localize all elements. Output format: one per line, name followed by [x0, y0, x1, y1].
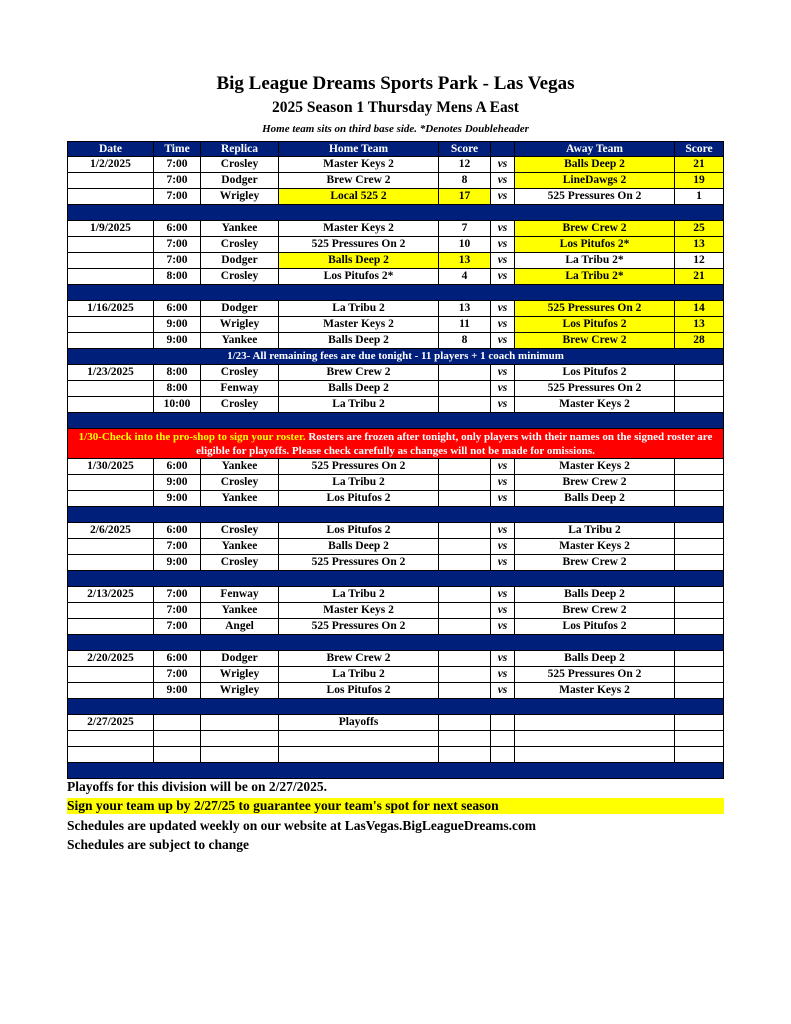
game-row [67, 173, 724, 189]
date-cell: 1/23/2025 [68, 365, 154, 380]
away-team-cell: 525 Pressures On 2 [515, 301, 675, 316]
game-row [67, 301, 724, 317]
game-row [67, 381, 724, 397]
home-team-cell: 525 Pressures On 2 [279, 237, 439, 252]
away-score-cell: 13 [675, 237, 723, 252]
vs-cell: vs [491, 539, 515, 554]
vs-cell: vs [491, 491, 515, 506]
time-cell: 7:00 [154, 587, 201, 602]
time-cell: 7:00 [154, 603, 201, 618]
vs-cell: vs [491, 237, 515, 252]
vs-cell: vs [491, 683, 515, 698]
date-cell [68, 683, 154, 698]
fees-notice: 1/23- All remaining fees are due tonight - 11 players + 1 coach minimum [67, 349, 724, 365]
game-row [67, 603, 724, 619]
vs-cell: vs [491, 253, 515, 268]
roster-alert-text: Rosters are frozen after tonight, only players with their names on the signed roster are eligible for playoffs. Please check carefully as changes will not be made for omissions. [196, 431, 713, 457]
replica-cell: Yankee [201, 221, 279, 236]
replica-cell: Yankee [201, 333, 279, 348]
game-row [67, 269, 724, 285]
game-row [67, 539, 724, 555]
replica-cell: Fenway [201, 381, 279, 396]
game-row [67, 317, 724, 333]
vs-cell: vs [491, 397, 515, 412]
time-cell: 7:00 [154, 157, 201, 172]
home-score-cell: 10 [439, 237, 491, 252]
away-score-cell: 1 [696, 190, 702, 202]
home-score-cell: 17 [439, 189, 491, 204]
date-cell [68, 269, 154, 284]
time-cell: 9:00 [154, 555, 201, 570]
vs-cell: vs [491, 603, 515, 618]
home-score-cell [439, 715, 491, 730]
signup-note: Sign your team up by 2/27/25 to guarantee your team's spot for next season [67, 798, 724, 814]
time-cell: 7:00 [154, 189, 201, 204]
away-team-cell: Brew Crew 2 [515, 555, 675, 570]
game-row [67, 651, 724, 667]
date-cell [68, 491, 154, 506]
time-cell [154, 731, 201, 746]
replica-cell [201, 715, 279, 730]
game-row [67, 397, 724, 413]
week-separator [67, 205, 724, 221]
vs-cell: vs [491, 619, 515, 634]
home-score-cell [439, 523, 491, 538]
replica-cell: Dodger [201, 253, 279, 268]
away-team-cell: Los Pitufos 2 [515, 619, 675, 634]
date-cell [68, 333, 154, 348]
home-team-cell: La Tribu 2 [279, 587, 439, 602]
home-score-cell [439, 747, 491, 762]
away-team-cell: Brew Crew 2 [515, 333, 675, 348]
away-score-cell [675, 381, 723, 396]
home-team-cell: Master Keys 2 [279, 157, 439, 172]
home-score-cell [439, 587, 491, 602]
replica-cell: Crosley [201, 555, 279, 570]
time-cell: 8:00 [154, 269, 201, 284]
replica-cell: Wrigley [201, 317, 279, 332]
vs-cell: vs [491, 587, 515, 602]
date-cell [68, 189, 154, 204]
away-score-cell [675, 475, 723, 490]
home-score-cell [439, 397, 491, 412]
time-cell: 7:00 [154, 237, 201, 252]
away-team-cell: Master Keys 2 [515, 459, 675, 474]
vs-cell [491, 731, 515, 746]
date-cell [68, 747, 154, 762]
away-score-cell: 12 [693, 254, 705, 266]
home-team-cell: Master Keys 2 [279, 603, 439, 618]
date-cell: 2/13/2025 [68, 587, 154, 602]
vs-cell: vs [491, 189, 515, 204]
vs-cell: vs [491, 301, 515, 316]
home-team-cell: Balls Deep 2 [279, 539, 439, 554]
away-score-cell [675, 619, 723, 634]
away-team-cell: Balls Deep 2 [515, 651, 675, 666]
away-team-cell: Los Pitufos 2* [515, 237, 675, 252]
game-row [67, 491, 724, 507]
time-cell: 9:00 [154, 317, 201, 332]
home-score-cell [439, 365, 491, 380]
home-team-cell: Master Keys 2 [279, 317, 439, 332]
column-header: Home Team [279, 142, 439, 156]
away-team-cell: Brew Crew 2 [515, 221, 675, 236]
game-row [67, 157, 724, 173]
date-cell: 1/9/2025 [68, 221, 154, 236]
away-team-cell: Brew Crew 2 [515, 475, 675, 490]
vs-cell: vs [491, 173, 515, 188]
home-team-cell: La Tribu 2 [279, 667, 439, 682]
vs-cell [491, 715, 515, 730]
vs-cell: vs [491, 459, 515, 474]
away-score-cell: 21 [675, 157, 723, 172]
replica-cell: Yankee [201, 459, 279, 474]
away-score-cell [675, 651, 723, 666]
home-team-cell: Local 525 2 [279, 189, 439, 204]
home-team-cell: Playoffs [279, 715, 439, 730]
vs-cell: vs [491, 317, 515, 332]
away-score-cell [675, 683, 723, 698]
home-team-cell: La Tribu 2 [279, 397, 439, 412]
date-cell [68, 173, 154, 188]
date-cell [68, 253, 154, 268]
time-cell: 9:00 [154, 683, 201, 698]
away-team-cell: Master Keys 2 [515, 683, 675, 698]
disclaimer-note: Schedules are subject to change [67, 837, 249, 852]
vs-cell: vs [491, 651, 515, 666]
game-row [67, 619, 724, 635]
vs-cell: vs [491, 667, 515, 682]
away-score-cell: 21 [675, 269, 723, 284]
home-score-cell: 13 [439, 301, 491, 316]
game-row [67, 221, 724, 237]
replica-cell: Crosley [201, 157, 279, 172]
away-team-cell: Master Keys 2 [515, 397, 675, 412]
away-team-cell: Balls Deep 2 [515, 587, 675, 602]
date-cell: 2/6/2025 [68, 523, 154, 538]
home-score-cell [439, 459, 491, 474]
home-score-cell [439, 491, 491, 506]
home-score-cell [439, 539, 491, 554]
date-cell [68, 555, 154, 570]
home-score-cell: 8 [439, 173, 491, 188]
date-cell [68, 539, 154, 554]
time-cell: 6:00 [154, 523, 201, 538]
website-note: Schedules are updated weekly on our website at LasVegas.BigLeagueDreams.com [67, 818, 537, 833]
away-score-cell: 28 [675, 333, 723, 348]
replica-cell: Wrigley [201, 683, 279, 698]
table-header-row [67, 141, 724, 157]
game-row [67, 365, 724, 381]
game-row [67, 523, 724, 539]
time-cell: 10:00 [154, 397, 201, 412]
away-team-cell: 525 Pressures On 2 [515, 189, 675, 204]
time-cell: 6:00 [154, 651, 201, 666]
away-score-cell [675, 715, 723, 730]
home-team-cell: Brew Crew 2 [279, 365, 439, 380]
date-cell: 1/30/2025 [68, 459, 154, 474]
away-team-cell: Los Pitufos 2 [515, 365, 675, 380]
home-score-cell: 13 [439, 253, 491, 268]
roster-alert [67, 429, 724, 459]
time-cell: 7:00 [154, 253, 201, 268]
home-score-cell [439, 731, 491, 746]
game-row [67, 459, 724, 475]
game-row [67, 587, 724, 603]
away-team-cell: La Tribu 2 [515, 523, 675, 538]
away-score-cell [675, 603, 723, 618]
home-score-cell [439, 651, 491, 666]
away-team-cell: La Tribu 2* [515, 253, 675, 268]
column-header: Away Team [515, 142, 675, 156]
time-cell: 6:00 [154, 301, 201, 316]
schedule-table [67, 141, 724, 779]
time-cell: 9:00 [154, 475, 201, 490]
away-score-cell [675, 587, 723, 602]
home-score-cell [439, 555, 491, 570]
home-score-cell [439, 619, 491, 634]
vs-cell: vs [491, 333, 515, 348]
replica-cell [201, 731, 279, 746]
week-separator [67, 413, 724, 429]
away-team-cell: 525 Pressures On 2 [515, 667, 675, 682]
game-row [67, 715, 724, 731]
time-cell: 9:00 [154, 333, 201, 348]
away-score-cell [675, 397, 723, 412]
week-separator [67, 699, 724, 715]
away-score-cell: 14 [675, 301, 723, 316]
date-cell [68, 619, 154, 634]
replica-cell: Yankee [201, 491, 279, 506]
home-team-cell: 525 Pressures On 2 [279, 459, 439, 474]
time-cell: 7:00 [154, 539, 201, 554]
date-cell [68, 237, 154, 252]
column-header: Score [685, 143, 713, 155]
replica-cell: Crosley [201, 365, 279, 380]
home-score-cell [439, 667, 491, 682]
time-cell: 9:00 [154, 491, 201, 506]
home-team-cell [279, 731, 439, 746]
home-team-cell: Los Pitufos 2* [279, 269, 439, 284]
game-row [67, 253, 724, 269]
home-team-cell: Los Pitufos 2 [279, 491, 439, 506]
home-team-cell: Balls Deep 2 [279, 381, 439, 396]
time-cell: 7:00 [154, 619, 201, 634]
away-score-cell [675, 747, 723, 762]
home-team-cell: Master Keys 2 [279, 221, 439, 236]
column-header: Score [439, 142, 491, 156]
home-team-cell: 525 Pressures On 2 [279, 619, 439, 634]
time-cell: 7:00 [154, 173, 201, 188]
away-score-cell: 25 [675, 221, 723, 236]
date-cell [68, 603, 154, 618]
away-team-cell [515, 747, 675, 762]
home-team-note: Home team sits on third base side. *Denotes Doubleheader [262, 123, 529, 135]
away-team-cell: Los Pitufos 2 [515, 317, 675, 332]
game-row [67, 731, 724, 747]
home-team-cell: Los Pitufos 2 [279, 523, 439, 538]
away-score-cell [675, 365, 723, 380]
date-cell [68, 397, 154, 412]
replica-cell: Wrigley [201, 189, 279, 204]
away-score-cell: 19 [675, 173, 723, 188]
away-score-cell [675, 731, 723, 746]
game-row [67, 333, 724, 349]
replica-cell: Yankee [201, 539, 279, 554]
date-cell: 1/2/2025 [68, 157, 154, 172]
home-team-cell: Balls Deep 2 [279, 253, 439, 268]
date-cell [68, 475, 154, 490]
date-cell: 2/27/2025 [68, 715, 154, 730]
page-title: Big League Dreams Sports Park - Las Vegas [216, 73, 575, 94]
column-header [491, 142, 515, 156]
away-team-cell: Balls Deep 2 [515, 491, 675, 506]
home-score-cell [439, 603, 491, 618]
date-cell [68, 381, 154, 396]
away-team-cell: La Tribu 2* [515, 269, 675, 284]
replica-cell: Wrigley [201, 667, 279, 682]
vs-cell: vs [491, 555, 515, 570]
home-score-cell: 8 [439, 333, 491, 348]
column-header: Time [154, 142, 201, 156]
replica-cell: Crosley [201, 269, 279, 284]
home-score-cell: 11 [439, 317, 491, 332]
away-score-cell [675, 491, 723, 506]
replica-cell: Crosley [201, 523, 279, 538]
away-team-cell: Master Keys 2 [515, 539, 675, 554]
vs-cell [491, 747, 515, 762]
home-score-cell: 4 [439, 269, 491, 284]
vs-cell: vs [491, 269, 515, 284]
home-score-cell: 7 [439, 221, 491, 236]
home-score-cell [439, 475, 491, 490]
week-separator [67, 571, 724, 587]
date-cell [68, 667, 154, 682]
date-cell: 2/20/2025 [68, 651, 154, 666]
replica-cell: Angel [201, 619, 279, 634]
game-row [67, 667, 724, 683]
game-row [67, 475, 724, 491]
date-cell [68, 731, 154, 746]
replica-cell: Yankee [201, 603, 279, 618]
home-team-cell: Brew Crew 2 [279, 651, 439, 666]
date-cell [68, 317, 154, 332]
home-team-cell: Brew Crew 2 [279, 173, 439, 188]
time-cell [154, 747, 201, 762]
away-score-cell [675, 459, 723, 474]
roster-alert-lead: 1/30-Check into the pro-shop to sign your roster. [78, 431, 306, 443]
away-team-cell [515, 731, 675, 746]
home-team-cell [279, 747, 439, 762]
week-separator [67, 763, 724, 779]
home-team-cell: Los Pitufos 2 [279, 683, 439, 698]
game-row [67, 747, 724, 763]
column-header: Replica [201, 142, 279, 156]
replica-cell: Crosley [201, 397, 279, 412]
home-score-cell [439, 381, 491, 396]
home-score-cell: 12 [439, 157, 491, 172]
game-row [67, 683, 724, 699]
away-score-cell [675, 555, 723, 570]
season-subtitle: 2025 Season 1 Thursday Mens A East [272, 99, 519, 116]
date-cell: 1/16/2025 [68, 301, 154, 316]
replica-cell: Dodger [201, 651, 279, 666]
vs-cell: vs [491, 381, 515, 396]
replica-cell: Dodger [201, 301, 279, 316]
week-separator [67, 285, 724, 301]
away-score-cell: 13 [675, 317, 723, 332]
home-team-cell: La Tribu 2 [279, 301, 439, 316]
away-team-cell: Brew Crew 2 [515, 603, 675, 618]
replica-cell: Crosley [201, 237, 279, 252]
week-separator [67, 635, 724, 651]
replica-cell: Fenway [201, 587, 279, 602]
away-team-cell: Balls Deep 2 [515, 157, 675, 172]
replica-cell: Crosley [201, 475, 279, 490]
home-team-cell: Balls Deep 2 [279, 333, 439, 348]
column-header: Date [68, 142, 154, 156]
time-cell [154, 715, 201, 730]
vs-cell: vs [491, 365, 515, 380]
time-cell: 6:00 [154, 221, 201, 236]
away-team-cell: LineDawgs 2 [515, 173, 675, 188]
home-team-cell: 525 Pressures On 2 [279, 555, 439, 570]
vs-cell: vs [491, 523, 515, 538]
replica-cell [201, 747, 279, 762]
away-score-cell [675, 667, 723, 682]
away-team-cell [515, 715, 675, 730]
replica-cell: Dodger [201, 173, 279, 188]
away-score-cell [675, 523, 723, 538]
home-team-cell: La Tribu 2 [279, 475, 439, 490]
time-cell: 8:00 [154, 381, 201, 396]
game-row [67, 237, 724, 253]
time-cell: 7:00 [154, 667, 201, 682]
home-score-cell [439, 683, 491, 698]
time-cell: 6:00 [154, 459, 201, 474]
time-cell: 8:00 [154, 365, 201, 380]
away-team-cell: 525 Pressures On 2 [515, 381, 675, 396]
week-separator [67, 507, 724, 523]
playoffs-note: Playoffs for this division will be on 2/27/2025. [67, 779, 328, 794]
game-row [67, 189, 724, 205]
game-row [67, 555, 724, 571]
away-score-cell [675, 539, 723, 554]
vs-cell: vs [491, 475, 515, 490]
vs-cell: vs [491, 157, 515, 172]
vs-cell: vs [491, 221, 515, 236]
